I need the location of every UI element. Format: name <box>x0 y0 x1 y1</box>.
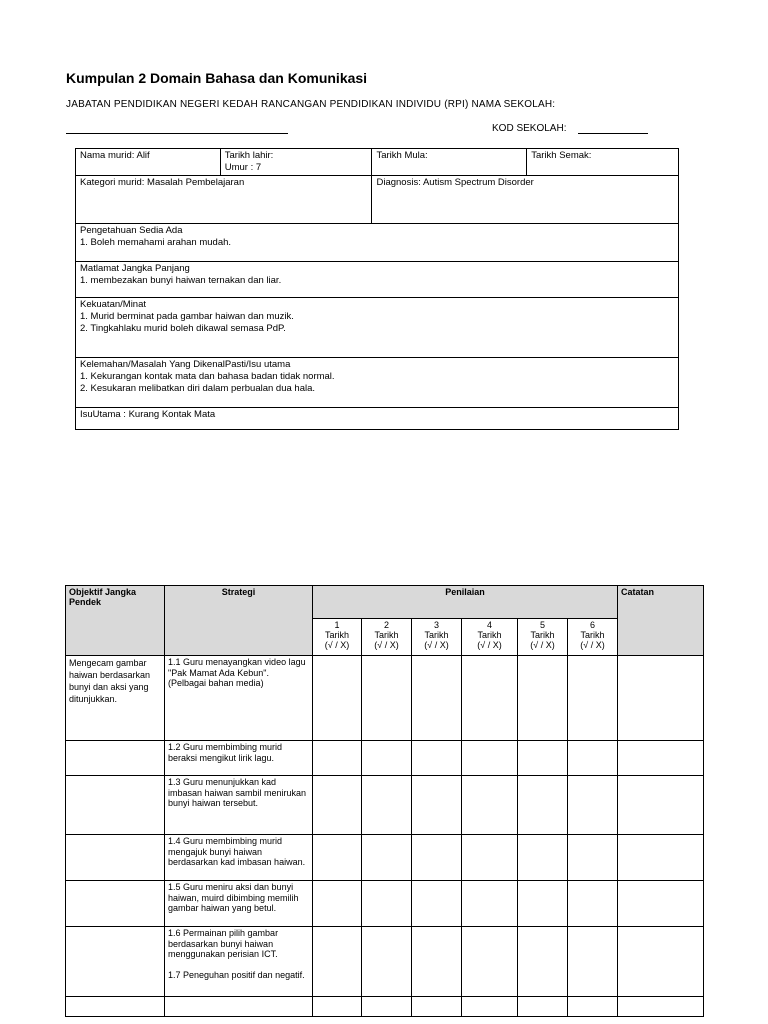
penilaian-cell <box>568 741 618 776</box>
penilaian-cell <box>362 656 412 741</box>
isu-utama-cell: IsuUtama : Kurang Kontak Mata <box>76 408 679 430</box>
kelemahan-title: Kelemahan/Masalah Yang DikenalPasti/Isu utama <box>80 359 291 370</box>
penilaian-cell <box>568 927 618 997</box>
penilaian-cell <box>462 927 518 997</box>
kekuatan-item: 2. Tingkahlaku murid boleh dikawal semasa PdP. <box>80 323 286 334</box>
tarikh-lahir-cell <box>220 149 372 176</box>
penilaian-cell <box>313 835 362 881</box>
catatan-cell <box>618 997 704 1017</box>
penilaian-cell <box>462 776 518 835</box>
catatan-cell <box>618 741 704 776</box>
session-number: 2 <box>383 620 389 630</box>
umur-label: Umur : 7 <box>224 162 262 173</box>
kod-sekolah-blank-line <box>578 133 648 134</box>
penilaian-cell <box>462 881 518 927</box>
session-mark: (√ / X) <box>374 640 399 650</box>
pengetahuan-item: 1. Boleh memahami arahan mudah. <box>80 237 232 248</box>
kategori-cell: Kategori murid: Masalah Pembelajaran <box>76 176 372 224</box>
penilaian-cell <box>412 656 462 741</box>
kekuatan-item: 1. Murid berminat pada gambar haiwan dan muzik. <box>80 311 294 322</box>
catatan-cell <box>618 656 704 741</box>
page-title: Kumpulan 2 Domain Bahasa dan Komunikasi <box>66 70 368 86</box>
session-mark: (√ / X) <box>477 640 502 650</box>
session-number: 1 <box>334 620 340 630</box>
pengetahuan-title: Pengetahuan Sedia Ada <box>80 225 183 236</box>
penilaian-cell <box>313 881 362 927</box>
table-row <box>66 741 704 776</box>
session-header-3 <box>412 619 462 656</box>
penilaian-cell <box>313 997 362 1017</box>
session-mark: (√ / X) <box>530 640 555 650</box>
matlamat-cell <box>76 262 679 298</box>
session-header-5 <box>518 619 568 656</box>
nama-murid-cell: Nama murid: Alif <box>76 149 221 176</box>
rpi-table <box>65 585 704 1017</box>
session-mark: (√ / X) <box>580 640 605 650</box>
penilaian-cell <box>412 741 462 776</box>
session-label: Tarikh <box>424 630 449 640</box>
penilaian-cell <box>362 776 412 835</box>
session-mark: (√ / X) <box>324 640 350 650</box>
penilaian-cell <box>412 997 462 1017</box>
catatan-cell <box>618 776 704 835</box>
strategy-cell <box>165 997 313 1017</box>
session-number: 3 <box>433 620 439 630</box>
table-row <box>66 927 704 997</box>
penilaian-cell <box>462 997 518 1017</box>
penilaian-cell <box>518 656 568 741</box>
objektif-cell <box>66 835 165 881</box>
diagnosis-cell: Diagnosis: Autism Spectrum Disorder <box>372 176 679 224</box>
strategy-cell <box>165 927 313 997</box>
penilaian-cell <box>568 835 618 881</box>
session-label: Tarikh <box>530 630 555 640</box>
session-label: Tarikh <box>477 630 502 640</box>
penilaian-cell <box>362 927 412 997</box>
objektif-cell <box>66 927 165 997</box>
table-row <box>66 997 704 1017</box>
strategy-cell: 1.3 Guru menunjukkan kad imbasan haiwan sambil menirukan bunyi haiwan tersebut. <box>165 776 313 835</box>
header-penilaian: Penilaian <box>313 586 618 619</box>
penilaian-cell <box>568 656 618 741</box>
penilaian-cell <box>362 997 412 1017</box>
penilaian-cell <box>412 881 462 927</box>
strategy-cell: 1.1 Guru menayangkan video lagu "Pak Mamat Ada Kebun". (Pelbagai bahan media) <box>165 656 313 741</box>
penilaian-cell <box>462 835 518 881</box>
kod-sekolah-label: KOD SEKOLAH: <box>492 123 567 134</box>
penilaian-cell <box>313 927 362 997</box>
header-strategi: Strategi <box>165 586 313 656</box>
penilaian-cell <box>518 927 568 997</box>
penilaian-cell <box>412 776 462 835</box>
penilaian-cell <box>462 656 518 741</box>
catatan-cell <box>618 927 704 997</box>
strategy-cell: 1.2 Guru membimbing murid beraksi mengikut lirik lagu. <box>165 741 313 776</box>
strategy-cell: 1.5 Guru meniru aksi dan bunyi haiwan, muird dibimbing memilih gambar haiwan yang betul. <box>165 881 313 927</box>
table-row <box>66 776 704 835</box>
table-row <box>66 881 704 927</box>
objektif-cell: Mengecam gambar haiwan berdasarkan bunyi dan aksi yang ditunjukkan. <box>66 656 165 741</box>
objektif-cell <box>66 741 165 776</box>
session-label: Tarikh <box>324 630 349 640</box>
penilaian-cell <box>518 881 568 927</box>
table-row <box>66 656 704 741</box>
session-number: 5 <box>539 620 545 630</box>
header-objektif: Objektif Jangka Pendek <box>66 586 165 656</box>
session-mark: (√ / X) <box>424 640 449 650</box>
objektif-cell <box>66 776 165 835</box>
session-label: Tarikh <box>374 630 399 640</box>
kelemahan-cell <box>76 358 679 408</box>
session-header-2 <box>362 619 412 656</box>
penilaian-cell <box>568 997 618 1017</box>
matlamat-item: 1. membezakan bunyi haiwan ternakan dan liar. <box>80 275 282 286</box>
tarikh-lahir-label: Tarikh lahir: <box>224 150 274 161</box>
kelemahan-item: 1. Kekurangan kontak mata dan bahasa badan tidak normal. <box>80 371 335 382</box>
table-row <box>66 835 704 881</box>
penilaian-cell <box>313 741 362 776</box>
kekuatan-cell <box>76 298 679 358</box>
pengetahuan-cell <box>76 224 679 262</box>
document-heading: JABATAN PENDIDIKAN NEGERI KEDAH RANCANGAN PENDIDIKAN INDIVIDU (RPI) NAMA SEKOLAH: <box>66 99 556 110</box>
penilaian-cell <box>518 835 568 881</box>
session-header-1 <box>313 619 362 656</box>
penilaian-cell <box>518 741 568 776</box>
strategy-item: 1.7 Peneguhan positif dan negatif. <box>168 969 305 980</box>
tarikh-mula-cell: Tarikh Mula: <box>372 149 527 176</box>
penilaian-cell <box>362 881 412 927</box>
session-number: 4 <box>486 620 492 630</box>
student-info-table <box>75 148 679 430</box>
penilaian-cell <box>462 741 518 776</box>
session-header-6 <box>568 619 618 656</box>
catatan-cell <box>618 881 704 927</box>
penilaian-cell <box>362 741 412 776</box>
penilaian-cell <box>313 776 362 835</box>
catatan-cell <box>618 835 704 881</box>
penilaian-cell <box>313 656 362 741</box>
session-label: Tarikh <box>580 630 605 640</box>
kekuatan-title: Kekuatan/Minat <box>80 299 147 310</box>
strategy-item: 1.6 Permainan pilih gambar berdasarkan bunyi haiwan menggunakan perisian ICT. <box>168 928 279 959</box>
penilaian-cell <box>412 835 462 881</box>
penilaian-cell <box>412 927 462 997</box>
matlamat-title: Matlamat Jangka Panjang <box>80 263 190 274</box>
nama-sekolah-blank-line <box>66 133 288 134</box>
header-catatan: Catatan <box>618 586 704 656</box>
kelemahan-item: 2. Kesukaran melibatkan diri dalam perbualan dua hala. <box>80 383 316 394</box>
strategy-cell: 1.4 Guru membimbing murid mengajuk bunyi haiwan berdasarkan kad imbasan haiwan. <box>165 835 313 881</box>
penilaian-cell <box>518 776 568 835</box>
penilaian-cell <box>568 881 618 927</box>
tarikh-semak-cell: Tarikh Semak: <box>527 149 679 176</box>
session-header-4 <box>462 619 518 656</box>
objektif-cell <box>66 881 165 927</box>
penilaian-cell <box>568 776 618 835</box>
objektif-cell <box>66 997 165 1017</box>
session-number: 6 <box>590 620 596 630</box>
penilaian-cell <box>518 997 568 1017</box>
penilaian-cell <box>362 835 412 881</box>
